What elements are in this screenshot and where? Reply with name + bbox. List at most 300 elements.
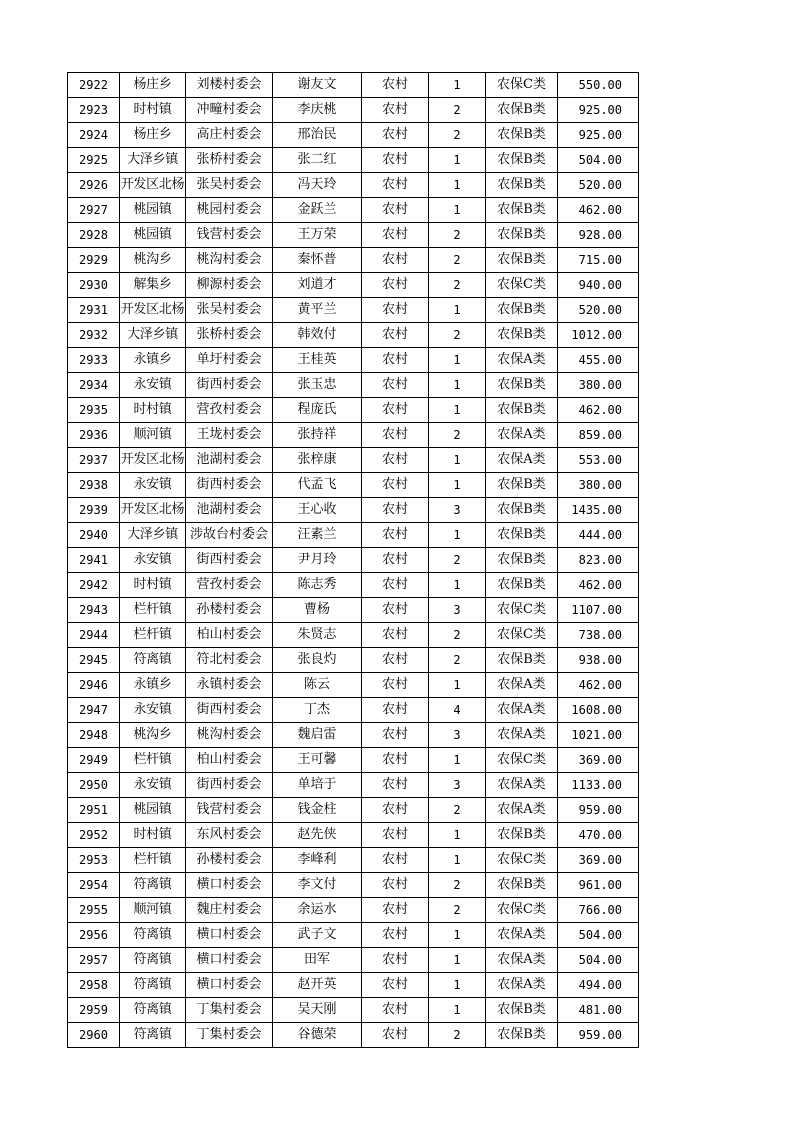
row-number-cell: 2959: [68, 998, 120, 1023]
household-type-cell: 农村: [362, 398, 429, 423]
table-row: [68, 998, 639, 1023]
insurance-category-cell: 农保C类: [486, 623, 558, 648]
amount-cell: 715.00: [558, 248, 639, 273]
village-committee-cell: 池湖村委会: [186, 448, 273, 473]
table-row: [68, 973, 639, 998]
township-cell: 杨庄乡: [120, 123, 186, 148]
village-committee-cell: 冲疃村委会: [186, 98, 273, 123]
member-count-cell: 1: [429, 473, 486, 498]
person-name-cell: 程庞氏: [273, 398, 362, 423]
township-cell: 开发区北杨: [120, 498, 186, 523]
village-committee-cell: 钱营村委会: [186, 798, 273, 823]
row-number-cell: 2946: [68, 673, 120, 698]
household-type-cell: 农村: [362, 473, 429, 498]
insurance-category-cell: 农保A类: [486, 698, 558, 723]
township-cell: 永安镇: [120, 548, 186, 573]
member-count-cell: 3: [429, 723, 486, 748]
household-type-cell: 农村: [362, 448, 429, 473]
insurance-category-cell: 农保B类: [486, 523, 558, 548]
member-count-cell: 1: [429, 373, 486, 398]
table-row: [68, 123, 639, 148]
person-name-cell: 谷德荣: [273, 1023, 362, 1048]
township-cell: 桃沟乡: [120, 248, 186, 273]
insurance-category-cell: 农保A类: [486, 948, 558, 973]
household-type-cell: 农村: [362, 673, 429, 698]
amount-cell: 462.00: [558, 573, 639, 598]
row-number-cell: 2958: [68, 973, 120, 998]
amount-cell: 940.00: [558, 273, 639, 298]
amount-cell: 462.00: [558, 673, 639, 698]
member-count-cell: 1: [429, 748, 486, 773]
village-committee-cell: 符北村委会: [186, 648, 273, 673]
household-type-cell: 农村: [362, 773, 429, 798]
household-type-cell: 农村: [362, 373, 429, 398]
person-name-cell: 韩效付: [273, 323, 362, 348]
row-number-cell: 2930: [68, 273, 120, 298]
village-committee-cell: 桃沟村委会: [186, 723, 273, 748]
table-row: [68, 723, 639, 748]
table-row: [68, 648, 639, 673]
member-count-cell: 1: [429, 348, 486, 373]
member-count-cell: 2: [429, 248, 486, 273]
village-committee-cell: 东风村委会: [186, 823, 273, 848]
row-number-cell: 2941: [68, 548, 120, 573]
person-name-cell: 代孟飞: [273, 473, 362, 498]
insurance-category-cell: 农保B类: [486, 823, 558, 848]
insurance-category-cell: 农保B类: [486, 148, 558, 173]
amount-cell: 766.00: [558, 898, 639, 923]
insurance-category-cell: 农保B类: [486, 548, 558, 573]
village-committee-cell: 张桥村委会: [186, 148, 273, 173]
insurance-category-cell: 农保A类: [486, 448, 558, 473]
table-row: [68, 423, 639, 448]
household-type-cell: 农村: [362, 148, 429, 173]
household-type-cell: 农村: [362, 273, 429, 298]
village-committee-cell: 柏山村委会: [186, 748, 273, 773]
village-committee-cell: 柳源村委会: [186, 273, 273, 298]
row-number-cell: 2940: [68, 523, 120, 548]
member-count-cell: 2: [429, 1023, 486, 1048]
amount-cell: 462.00: [558, 198, 639, 223]
member-count-cell: 3: [429, 773, 486, 798]
household-type-cell: 农村: [362, 298, 429, 323]
household-type-cell: 农村: [362, 323, 429, 348]
amount-cell: 470.00: [558, 823, 639, 848]
row-number-cell: 2935: [68, 398, 120, 423]
member-count-cell: 3: [429, 598, 486, 623]
township-cell: 时村镇: [120, 823, 186, 848]
table-row: [68, 773, 639, 798]
township-cell: 栏杆镇: [120, 748, 186, 773]
household-type-cell: 农村: [362, 898, 429, 923]
township-cell: 时村镇: [120, 398, 186, 423]
household-type-cell: 农村: [362, 98, 429, 123]
amount-cell: 959.00: [558, 1023, 639, 1048]
row-number-cell: 2954: [68, 873, 120, 898]
amount-cell: 553.00: [558, 448, 639, 473]
person-name-cell: 王桂英: [273, 348, 362, 373]
village-committee-cell: 刘楼村委会: [186, 73, 273, 98]
township-cell: 永镇乡: [120, 348, 186, 373]
member-count-cell: 1: [429, 848, 486, 873]
township-cell: 杨庄乡: [120, 73, 186, 98]
person-name-cell: 李峰利: [273, 848, 362, 873]
row-number-cell: 2960: [68, 1023, 120, 1048]
amount-cell: 520.00: [558, 173, 639, 198]
row-number-cell: 2944: [68, 623, 120, 648]
amount-cell: 1608.00: [558, 698, 639, 723]
village-committee-cell: 营孜村委会: [186, 398, 273, 423]
insurance-category-cell: 农保A类: [486, 773, 558, 798]
township-cell: 解集乡: [120, 273, 186, 298]
row-number-cell: 2923: [68, 98, 120, 123]
insurance-category-cell: 农保A类: [486, 673, 558, 698]
row-number-cell: 2950: [68, 773, 120, 798]
insurance-category-cell: 农保B类: [486, 473, 558, 498]
table-row: [68, 98, 639, 123]
person-name-cell: 田军: [273, 948, 362, 973]
amount-cell: 925.00: [558, 98, 639, 123]
township-cell: 开发区北杨: [120, 298, 186, 323]
township-cell: 符离镇: [120, 973, 186, 998]
table-row: [68, 323, 639, 348]
household-type-cell: 农村: [362, 748, 429, 773]
row-number-cell: 2936: [68, 423, 120, 448]
row-number-cell: 2938: [68, 473, 120, 498]
township-cell: 开发区北杨: [120, 448, 186, 473]
township-cell: 桃沟乡: [120, 723, 186, 748]
village-committee-cell: 横口村委会: [186, 948, 273, 973]
row-number-cell: 2953: [68, 848, 120, 873]
household-type-cell: 农村: [362, 598, 429, 623]
person-name-cell: 余运水: [273, 898, 362, 923]
member-count-cell: 2: [429, 123, 486, 148]
household-type-cell: 农村: [362, 498, 429, 523]
township-cell: 永安镇: [120, 773, 186, 798]
household-type-cell: 农村: [362, 623, 429, 648]
township-cell: 大泽乡镇: [120, 323, 186, 348]
household-type-cell: 农村: [362, 223, 429, 248]
township-cell: 符离镇: [120, 923, 186, 948]
table-row: [68, 273, 639, 298]
table-row: [68, 898, 639, 923]
village-committee-cell: 丁集村委会: [186, 998, 273, 1023]
township-cell: 永安镇: [120, 698, 186, 723]
household-type-cell: 农村: [362, 173, 429, 198]
person-name-cell: 赵开英: [273, 973, 362, 998]
person-name-cell: 李庆桃: [273, 98, 362, 123]
row-number-cell: 2957: [68, 948, 120, 973]
member-count-cell: 2: [429, 648, 486, 673]
row-number-cell: 2933: [68, 348, 120, 373]
household-type-cell: 农村: [362, 648, 429, 673]
row-number-cell: 2939: [68, 498, 120, 523]
person-name-cell: 张玉忠: [273, 373, 362, 398]
member-count-cell: 1: [429, 973, 486, 998]
township-cell: 桃园镇: [120, 798, 186, 823]
row-number-cell: 2926: [68, 173, 120, 198]
insurance-category-cell: 农保C类: [486, 898, 558, 923]
insurance-category-cell: 农保B类: [486, 573, 558, 598]
member-count-cell: 1: [429, 573, 486, 598]
amount-cell: 1107.00: [558, 598, 639, 623]
township-cell: 永安镇: [120, 373, 186, 398]
township-cell: 时村镇: [120, 573, 186, 598]
person-name-cell: 陈志秀: [273, 573, 362, 598]
insurance-category-cell: 农保C类: [486, 848, 558, 873]
person-name-cell: 汪素兰: [273, 523, 362, 548]
table-row: [68, 498, 639, 523]
insurance-category-cell: 农保C类: [486, 73, 558, 98]
village-committee-cell: 张吴村委会: [186, 298, 273, 323]
household-type-cell: 农村: [362, 698, 429, 723]
member-count-cell: 1: [429, 398, 486, 423]
row-number-cell: 2927: [68, 198, 120, 223]
member-count-cell: 1: [429, 823, 486, 848]
insurance-category-cell: 农保B类: [486, 1023, 558, 1048]
amount-cell: 928.00: [558, 223, 639, 248]
village-committee-cell: 街西村委会: [186, 373, 273, 398]
township-cell: 永安镇: [120, 473, 186, 498]
table-row: [68, 448, 639, 473]
insurance-category-cell: 农保B类: [486, 173, 558, 198]
member-count-cell: 2: [429, 873, 486, 898]
amount-cell: 1012.00: [558, 323, 639, 348]
member-count-cell: 2: [429, 423, 486, 448]
row-number-cell: 2924: [68, 123, 120, 148]
village-committee-cell: 横口村委会: [186, 873, 273, 898]
person-name-cell: 张二红: [273, 148, 362, 173]
amount-cell: 504.00: [558, 923, 639, 948]
village-committee-cell: 柏山村委会: [186, 623, 273, 648]
village-committee-cell: 魏庄村委会: [186, 898, 273, 923]
person-name-cell: 张持祥: [273, 423, 362, 448]
insurance-category-cell: 农保A类: [486, 423, 558, 448]
person-name-cell: 赵先侠: [273, 823, 362, 848]
person-name-cell: 曹杨: [273, 598, 362, 623]
member-count-cell: 1: [429, 673, 486, 698]
household-type-cell: 农村: [362, 73, 429, 98]
table-row: [68, 848, 639, 873]
row-number-cell: 2943: [68, 598, 120, 623]
township-cell: 桃园镇: [120, 198, 186, 223]
row-number-cell: 2929: [68, 248, 120, 273]
village-committee-cell: 孙楼村委会: [186, 598, 273, 623]
person-name-cell: 吴天刚: [273, 998, 362, 1023]
member-count-cell: 2: [429, 898, 486, 923]
township-cell: 栏杆镇: [120, 598, 186, 623]
village-committee-cell: 横口村委会: [186, 973, 273, 998]
household-type-cell: 农村: [362, 848, 429, 873]
insurance-category-cell: 农保C类: [486, 748, 558, 773]
amount-cell: 462.00: [558, 398, 639, 423]
row-number-cell: 2922: [68, 73, 120, 98]
household-type-cell: 农村: [362, 1023, 429, 1048]
table-row: [68, 873, 639, 898]
row-number-cell: 2948: [68, 723, 120, 748]
person-name-cell: 尹月玲: [273, 548, 362, 573]
table-row: [68, 948, 639, 973]
insurance-category-cell: 农保B类: [486, 248, 558, 273]
member-count-cell: 2: [429, 623, 486, 648]
member-count-cell: 1: [429, 148, 486, 173]
amount-cell: 481.00: [558, 998, 639, 1023]
amount-cell: 959.00: [558, 798, 639, 823]
table-row: [68, 748, 639, 773]
household-type-cell: 农村: [362, 723, 429, 748]
member-count-cell: 1: [429, 173, 486, 198]
row-number-cell: 2952: [68, 823, 120, 848]
person-name-cell: 金跃兰: [273, 198, 362, 223]
amount-cell: 444.00: [558, 523, 639, 548]
village-committee-cell: 街西村委会: [186, 698, 273, 723]
row-number-cell: 2949: [68, 748, 120, 773]
household-type-cell: 农村: [362, 248, 429, 273]
table-row: [68, 1023, 639, 1048]
insurance-category-cell: 农保B类: [486, 373, 558, 398]
amount-cell: 504.00: [558, 948, 639, 973]
amount-cell: 380.00: [558, 473, 639, 498]
insurance-category-cell: 农保B类: [486, 123, 558, 148]
row-number-cell: 2945: [68, 648, 120, 673]
village-committee-cell: 王垅村委会: [186, 423, 273, 448]
amount-cell: 738.00: [558, 623, 639, 648]
table-row: [68, 148, 639, 173]
member-count-cell: 1: [429, 923, 486, 948]
township-cell: 符离镇: [120, 948, 186, 973]
table-row: [68, 473, 639, 498]
row-number-cell: 2942: [68, 573, 120, 598]
member-count-cell: 3: [429, 498, 486, 523]
household-type-cell: 农村: [362, 348, 429, 373]
member-count-cell: 1: [429, 948, 486, 973]
insurance-category-cell: 农保B类: [486, 648, 558, 673]
village-committee-cell: 池湖村委会: [186, 498, 273, 523]
village-committee-cell: 街西村委会: [186, 473, 273, 498]
person-name-cell: 陈云: [273, 673, 362, 698]
table-row: [68, 598, 639, 623]
member-count-cell: 2: [429, 548, 486, 573]
member-count-cell: 1: [429, 298, 486, 323]
household-type-cell: 农村: [362, 798, 429, 823]
village-committee-cell: 孙楼村委会: [186, 848, 273, 873]
table-row: [68, 798, 639, 823]
amount-cell: 1435.00: [558, 498, 639, 523]
person-name-cell: 张梓康: [273, 448, 362, 473]
member-count-cell: 2: [429, 798, 486, 823]
household-type-cell: 农村: [362, 973, 429, 998]
member-count-cell: 2: [429, 98, 486, 123]
member-count-cell: 4: [429, 698, 486, 723]
insurance-category-cell: 农保C类: [486, 598, 558, 623]
person-name-cell: 魏启雷: [273, 723, 362, 748]
household-type-cell: 农村: [362, 123, 429, 148]
row-number-cell: 2928: [68, 223, 120, 248]
household-type-cell: 农村: [362, 198, 429, 223]
row-number-cell: 2937: [68, 448, 120, 473]
insurance-category-cell: 农保A类: [486, 923, 558, 948]
township-cell: 开发区北杨: [120, 173, 186, 198]
amount-cell: 925.00: [558, 123, 639, 148]
insurance-category-cell: 农保B类: [486, 198, 558, 223]
row-number-cell: 2931: [68, 298, 120, 323]
table-row: [68, 223, 639, 248]
table-row: [68, 398, 639, 423]
township-cell: 顺河镇: [120, 423, 186, 448]
row-number-cell: 2947: [68, 698, 120, 723]
table-row: [68, 373, 639, 398]
person-name-cell: 张良灼: [273, 648, 362, 673]
amount-cell: 823.00: [558, 548, 639, 573]
amount-cell: 1021.00: [558, 723, 639, 748]
township-cell: 桃园镇: [120, 223, 186, 248]
township-cell: 符离镇: [120, 873, 186, 898]
household-type-cell: 农村: [362, 923, 429, 948]
person-name-cell: 邢治民: [273, 123, 362, 148]
person-name-cell: 单培于: [273, 773, 362, 798]
township-cell: 符离镇: [120, 1023, 186, 1048]
person-name-cell: 李文付: [273, 873, 362, 898]
person-name-cell: 朱贤志: [273, 623, 362, 648]
village-committee-cell: 张桥村委会: [186, 323, 273, 348]
village-committee-cell: 张吴村委会: [186, 173, 273, 198]
person-name-cell: 谢友文: [273, 73, 362, 98]
insurance-category-cell: 农保A类: [486, 973, 558, 998]
amount-cell: 961.00: [558, 873, 639, 898]
table-row: [68, 623, 639, 648]
insurance-category-cell: 农保B类: [486, 98, 558, 123]
amount-cell: 520.00: [558, 298, 639, 323]
amount-cell: 369.00: [558, 748, 639, 773]
township-cell: 栏杆镇: [120, 848, 186, 873]
insurance-category-cell: 农保B类: [486, 398, 558, 423]
village-committee-cell: 街西村委会: [186, 548, 273, 573]
household-type-cell: 农村: [362, 873, 429, 898]
household-type-cell: 农村: [362, 823, 429, 848]
insurance-category-cell: 农保B类: [486, 298, 558, 323]
village-committee-cell: 涉故台村委会: [186, 523, 273, 548]
amount-cell: 938.00: [558, 648, 639, 673]
insurance-category-cell: 农保A类: [486, 723, 558, 748]
amount-cell: 369.00: [558, 848, 639, 873]
table-row: [68, 548, 639, 573]
member-count-cell: 1: [429, 998, 486, 1023]
row-number-cell: 2932: [68, 323, 120, 348]
table-row: [68, 698, 639, 723]
table-row: [68, 73, 639, 98]
table-row: [68, 348, 639, 373]
row-number-cell: 2925: [68, 148, 120, 173]
table-row: [68, 198, 639, 223]
table-row: [68, 923, 639, 948]
person-name-cell: 王心收: [273, 498, 362, 523]
member-count-cell: 2: [429, 223, 486, 248]
township-cell: 大泽乡镇: [120, 523, 186, 548]
person-name-cell: 黄平兰: [273, 298, 362, 323]
records-table-body: [68, 73, 639, 1048]
member-count-cell: 2: [429, 323, 486, 348]
table-row: [68, 573, 639, 598]
township-cell: 永镇乡: [120, 673, 186, 698]
insurance-category-cell: 农保A类: [486, 348, 558, 373]
insurance-category-cell: 农保B类: [486, 998, 558, 1023]
household-type-cell: 农村: [362, 998, 429, 1023]
person-name-cell: 武子文: [273, 923, 362, 948]
amount-cell: 380.00: [558, 373, 639, 398]
household-type-cell: 农村: [362, 573, 429, 598]
township-cell: 顺河镇: [120, 898, 186, 923]
household-type-cell: 农村: [362, 548, 429, 573]
